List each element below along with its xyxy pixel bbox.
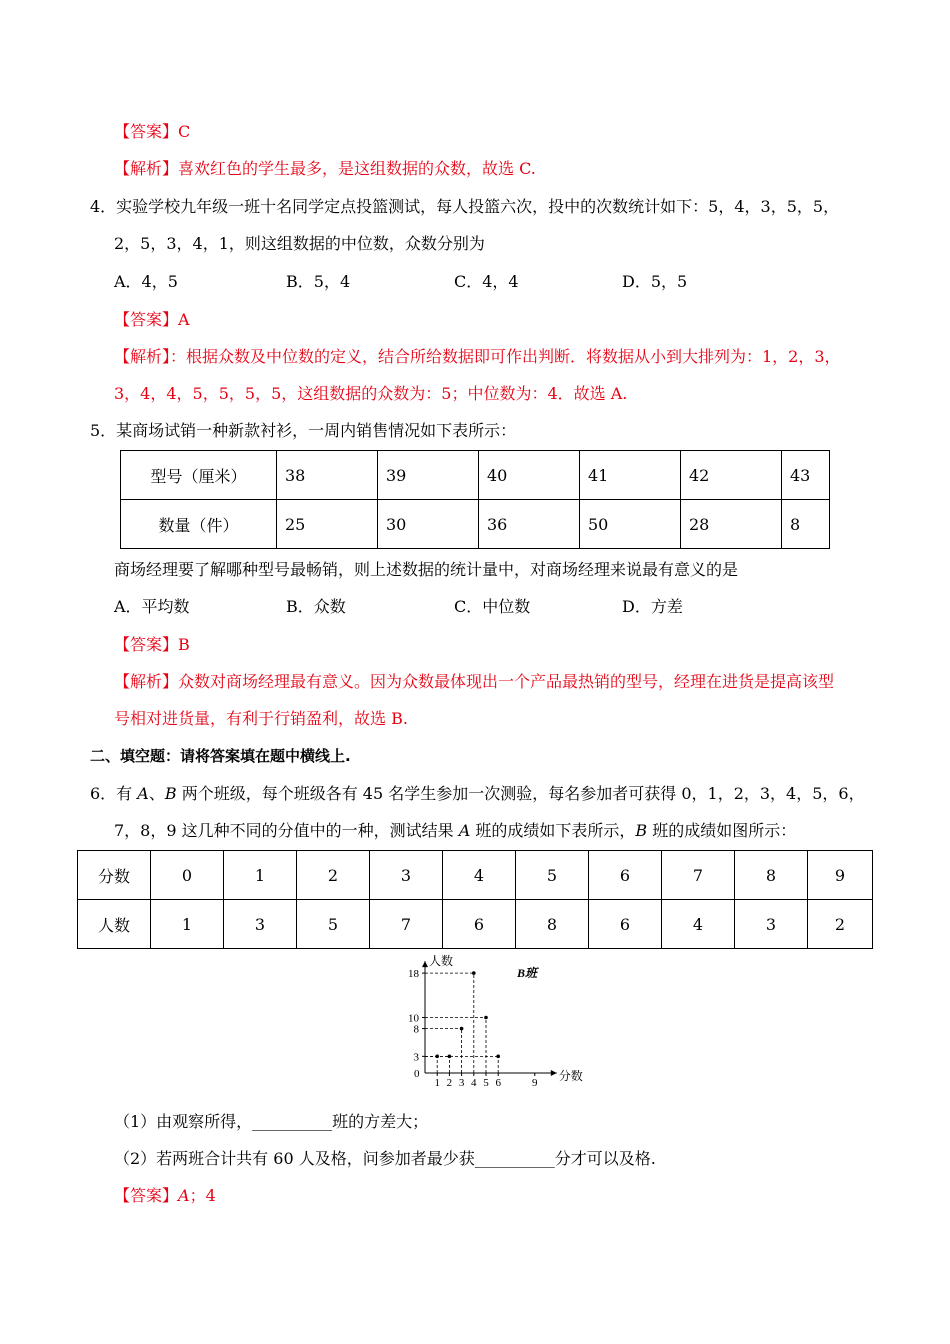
q6-answer-class: A — [178, 1186, 190, 1205]
q6-score-header: 分数 — [78, 851, 151, 900]
chart-points — [435, 971, 500, 1058]
q4-analysis-line2: 3，4，4，5，5，5，5，这组数据的众数为：5；中位数为：4．故选 A. — [114, 384, 628, 403]
y-axis-label: 人数 — [429, 954, 454, 969]
q5-size-cell: 38 — [277, 451, 378, 500]
y-tick-label: 3 — [413, 1051, 419, 1064]
q6-answer-rest: ；4 — [189, 1186, 216, 1205]
q6-table — [77, 850, 873, 949]
q6-class-a: A — [137, 784, 149, 803]
x-tick-label: 9 — [532, 1077, 538, 1089]
q6-count-cell: 3 — [224, 900, 297, 949]
q5-size-cell: 39 — [378, 451, 479, 500]
q6-count-cell: 5 — [297, 900, 370, 949]
q5-option-d: D．方差 — [622, 597, 683, 616]
q6-answer — [114, 1186, 216, 1206]
q3-analysis: 【解析】喜欢红色的学生最多，是这组数据的众数，故选 C. — [114, 159, 536, 178]
q6-score-cell: 8 — [735, 851, 808, 900]
q6-score-cell: 7 — [662, 851, 735, 900]
q6-line2 — [114, 821, 796, 841]
q6-table-row-count — [78, 900, 873, 949]
q6-line1-mid: 、 — [148, 784, 165, 803]
q4-option-b: B．5，4 — [286, 272, 351, 291]
q5-stem: 5．某商场试销一种新款衬衫，一周内销售情况如下表所示： — [90, 421, 517, 440]
q5-table-row-size — [121, 451, 830, 500]
q6-class-a: A — [458, 821, 471, 840]
q6-count-cell: 2 — [808, 900, 873, 949]
q5-table-row-count — [121, 500, 830, 549]
data-point — [472, 971, 476, 975]
q6-class-b: B — [635, 821, 648, 840]
q6-count-cell: 6 — [443, 900, 516, 949]
chart-guides — [425, 973, 498, 1073]
b-class-chart — [395, 952, 585, 1098]
x-axis-label: 分数 — [558, 1069, 583, 1083]
q5-option-b: B．众数 — [286, 597, 346, 616]
q5-size-cell: 40 — [479, 451, 580, 500]
x-tick-label: 3 — [458, 1077, 465, 1089]
q5-count-header: 数量（件） — [121, 500, 277, 549]
x-tick-label: 2 — [446, 1077, 453, 1089]
q6-count-header: 人数 — [78, 900, 151, 949]
q6-score-cell: 2 — [297, 851, 370, 900]
q5-question: 商场经理要了解哪种型号最畅销，则上述数据的统计量中，对商场经理来说最有意义的是 — [114, 560, 739, 579]
x-tick-label: 6 — [495, 1077, 501, 1089]
data-point — [448, 1055, 452, 1059]
x-tick-label: 5 — [483, 1077, 489, 1089]
q5-count-cell: 50 — [580, 500, 681, 549]
data-point — [460, 1027, 464, 1031]
y-tick-label: 8 — [413, 1023, 419, 1036]
q5-analysis-line1: 【解析】众数对商场经理最有意义。因为众数最体现出一个产品最热销的型号，经理在进货是提高该型 — [114, 672, 835, 691]
chart-title: B班 — [517, 966, 538, 980]
q5-size-header: 型号（厘米） — [121, 451, 277, 500]
q5-size-cell: 41 — [580, 451, 681, 500]
q6-score-cell: 6 — [589, 851, 662, 900]
q6-line1-pre: 6．有 — [90, 784, 138, 803]
x-tick-label: 1 — [434, 1077, 440, 1089]
q5-count-cell: 30 — [378, 500, 479, 549]
q6-sub2: （2）若两班合计共有 60 人及格，问参加者最少获__________分才可以及格. — [114, 1149, 656, 1168]
data-point — [496, 1055, 500, 1059]
q5-option-a: A．平均数 — [114, 597, 190, 616]
q6-count-cell: 1 — [151, 900, 224, 949]
q4-option-a: A．4，5 — [114, 272, 178, 291]
q6-line2-post: 班的成绩如图所示： — [647, 821, 797, 840]
q4-stem-line2: 2，5，3，4，1，则这组数据的中位数，众数分别为 — [114, 234, 485, 253]
q6-sub1: （1）由观察所得，__________班的方差大； — [114, 1112, 429, 1131]
q6-line2-pre: 7，8，9 这几种不同的分值中的一种，测试结果 — [114, 821, 459, 840]
q6-score-cell: 9 — [808, 851, 873, 900]
q6-score-cell: 1 — [224, 851, 297, 900]
q5-option-c: C．中位数 — [454, 597, 531, 616]
q6-score-cell: 0 — [151, 851, 224, 900]
q6-count-cell: 4 — [662, 900, 735, 949]
q6-table-row-score — [78, 851, 873, 900]
q6-answer-label: 【答案】 — [114, 1186, 179, 1205]
q4-option-c: C．4，4 — [454, 272, 519, 291]
q5-analysis-line2: 号相对进货量，有利于行销盈利，故选 B. — [114, 709, 408, 728]
q6-count-cell: 7 — [370, 900, 443, 949]
q5-size-cell: 43 — [782, 451, 830, 500]
q6-class-b: B — [164, 784, 177, 803]
q6-score-cell: 5 — [516, 851, 589, 900]
q6-score-cell: 3 — [370, 851, 443, 900]
x-axis-arrow — [551, 1070, 557, 1076]
section2-title: 二、填空题：请将答案填在题中横线上. — [90, 747, 351, 765]
q4-stem-line1: 4．实验学校九年级一班十名同学定点投篮测试，每人投篮六次，投中的次数统计如下：5，4，3，5，5， — [90, 197, 840, 216]
data-point — [484, 1016, 488, 1020]
q4-option-d: D．5，5 — [622, 272, 688, 291]
q5-answer: 【答案】B — [114, 635, 190, 654]
data-point — [435, 1055, 439, 1059]
q5-count-cell: 36 — [479, 500, 580, 549]
q4-answer: 【答案】A — [114, 310, 190, 329]
chart-labels — [408, 953, 583, 1089]
q6-count-cell: 6 — [589, 900, 662, 949]
y-axis-arrow — [422, 961, 428, 967]
y-tick-label: 18 — [408, 968, 419, 981]
q3-answer: 【答案】C — [114, 122, 191, 141]
x-tick-label: 4 — [471, 1077, 477, 1089]
origin-label: 0 — [414, 1068, 420, 1080]
q6-line2-mid: 班的成绩如下表所示， — [470, 821, 636, 840]
q6-score-cell: 4 — [443, 851, 516, 900]
q6-line1-post: 两个班级，每个班级各有 45 名学生参加一次测验，每名参加者可获得 0，1，2，3，4，5，6， — [176, 784, 865, 803]
q6-count-cell: 3 — [735, 900, 808, 949]
q5-size-cell: 42 — [681, 451, 782, 500]
y-tick-label: 10 — [408, 1012, 419, 1025]
q6-line1 — [90, 784, 865, 804]
q5-count-cell: 28 — [681, 500, 782, 549]
q5-count-cell: 8 — [782, 500, 830, 549]
q5-count-cell: 25 — [277, 500, 378, 549]
q5-table — [120, 450, 830, 549]
q6-count-cell: 8 — [516, 900, 589, 949]
q4-analysis-line1: 【解析】：根据众数及中位数的定义，结合所给数据即可作出判断．将数据从小到大排列为：1，2，3， — [114, 347, 841, 366]
